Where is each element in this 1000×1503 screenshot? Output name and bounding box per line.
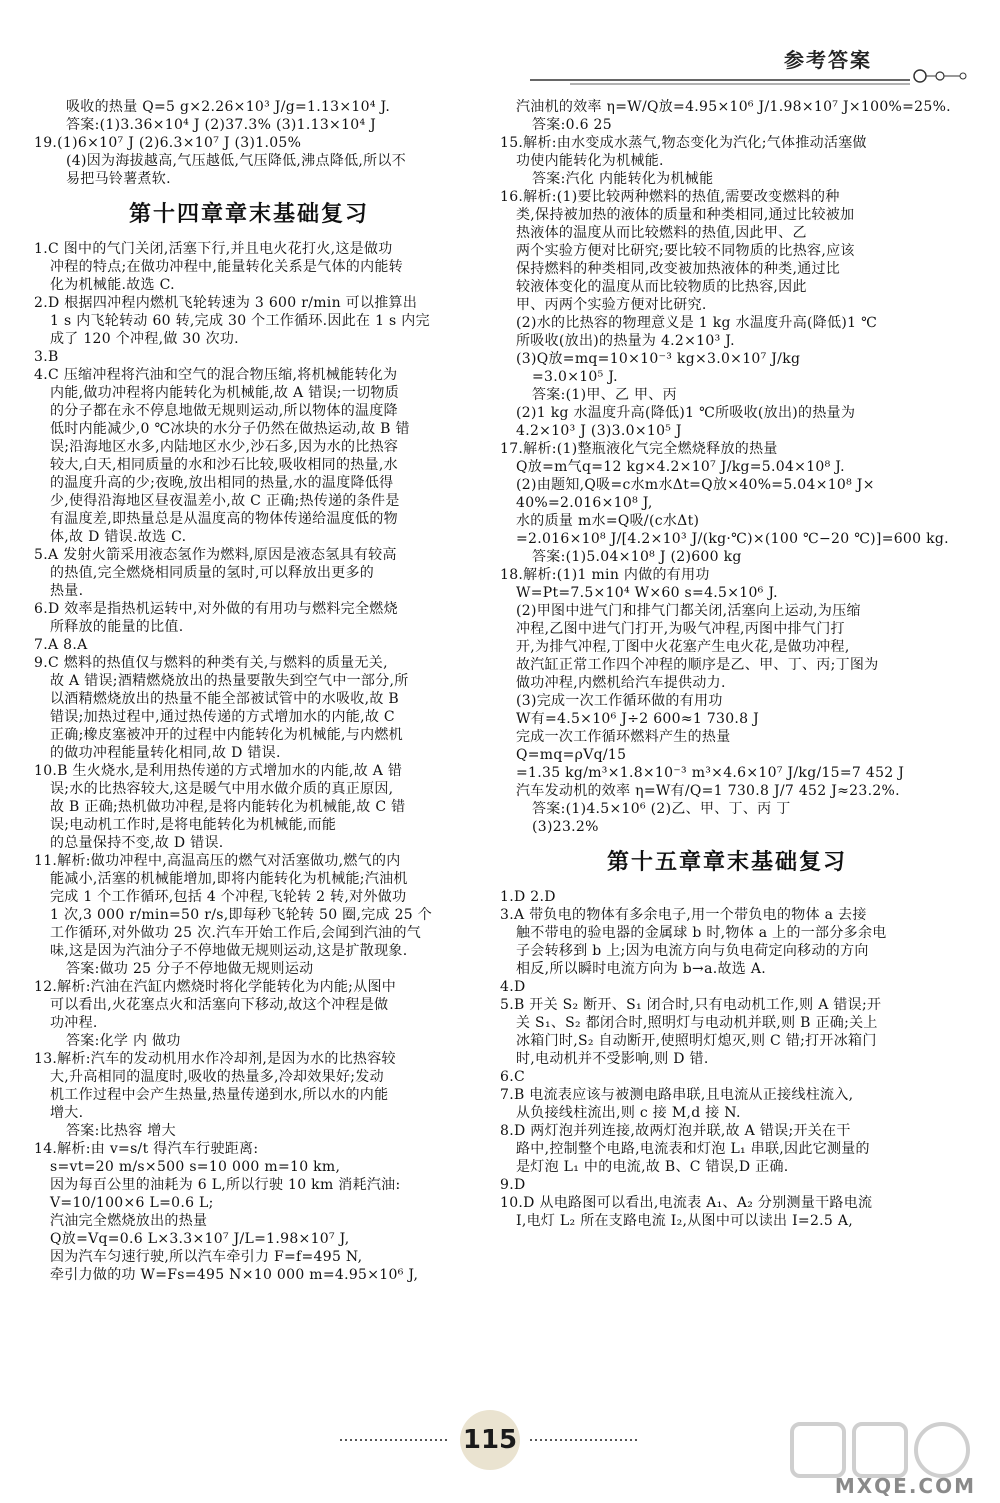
text-line: 6.D 效率是指热机运转中,对外做的有用功与燃料完全燃烧 (34, 601, 398, 617)
text-line: 体,故 D 错误.故选 C. (50, 529, 187, 545)
text-line: 较液体变化的温度从而比较物质的比热容,因此 (516, 279, 807, 295)
text-line: 错误;加热过程中,通过热传递的方式增加水的内能,故 C (50, 709, 395, 725)
text-line: 2.D 根据四冲程内燃机飞轮转速为 3 600 r/min 可以推算出 (34, 295, 418, 311)
text-line: (2)由题知,Q吸=c水m水Δt=Q放×40%=5.04×10⁸ J× (516, 477, 875, 493)
text-line: 误;沿海地区水多,内陆地区水少,沙石多,因为水的比热容 (50, 439, 399, 455)
text-line: 17.解析:(1)整瓶液化气完全燃烧释放的热量 (500, 441, 778, 457)
text-line: 答案:化学 内 做功 (66, 1033, 181, 1049)
text-line: 可以看出,火花塞点火和活塞向下移动,故这个冲程是做 (50, 997, 389, 1013)
text-line: 9.C 燃料的热值仅与燃料的种类有关,与燃料的质量无关, (34, 655, 388, 671)
text-line: 较大,白天,相同质量的水和沙石比较,吸收相同的热量,水 (50, 457, 398, 473)
text-line: (2)1 kg 水温度升高(降低)1 ℃所吸收(放出)的热量为 (516, 405, 856, 421)
text-line: 牵引力做的功 W=Fs=495 N×10 000 m=4.95×10⁶ J, (50, 1267, 419, 1283)
text-line: 能减小,活塞的机械能增加,即将内能转化为机械能;汽油机 (50, 871, 408, 887)
text-line: 故汽缸正常工作四个冲程的顺序是乙、甲、丁、丙;丁图为 (516, 657, 879, 673)
text-line: 少,使得沿海地区昼夜温差小,故 C 正确;热传递的条件是 (50, 493, 400, 509)
text-line: 16.解析:(1)要比较两种燃料的热值,需要改变燃料的种 (500, 189, 840, 205)
right-column (500, 98, 954, 1230)
text-line: 7.B 电流表应该与被测电路串联,且电流从正接线柱流入, (500, 1087, 854, 1103)
text-line: 汽油完全燃烧放出的热量 (50, 1213, 208, 1229)
text-line: 5.B 开关 S₂ 断开、S₁ 闭合时,只有电动机工作,则 A 错误;开 (500, 997, 882, 1013)
text-line: 开,为排气冲程,丁图中火花塞产生电火花,是做功冲程, (516, 639, 850, 655)
text-line: 时,电动机并不受影响,则 D 错. (516, 1051, 709, 1067)
text-line: 有温度差,即热量总是从温度高的物体传递给温度低的物 (50, 511, 398, 527)
text-line: 9.D (500, 1177, 526, 1193)
text-line: 冰箱门时,S₂ 自动断开,使照明灯熄灭,则 C 错;打开冰箱门 (516, 1033, 877, 1049)
text-line: V=10/100×6 L=0.6 L; (50, 1195, 214, 1211)
header-decorative-rule (530, 62, 970, 92)
text-line: 增大. (50, 1105, 84, 1121)
text-line: 低时内能减少,0 ℃冰块的水分子仍然在做热运动,故 B 错 (50, 421, 410, 437)
text-line: 功使内能转化为机械能. (516, 153, 664, 169)
text-line: (3)完成一次工作循环做的有用功 (516, 693, 723, 709)
text-line: 关 S₁、S₂ 都闭合时,照明灯与电动机并联,则 B 正确;关上 (516, 1015, 878, 1031)
text-line: (3)23.2% (532, 819, 599, 835)
text-line: 故 A 错误;酒精燃烧放出的热量要散失到空气中一部分,所 (50, 673, 409, 689)
text-line: 的温度升高的少;夜晚,放出相同的热量,水的温度降低得 (50, 475, 394, 491)
text-line: 的总量保持不变,故 D 错误. (50, 835, 224, 851)
text-line: 答案:汽化 内能转化为机械能 (532, 171, 714, 187)
text-line: 12.解析:汽油在汽缸内燃烧时将化学能转化为内能;从图中 (34, 979, 397, 995)
text-line: 因为每百公里的油耗为 6 L,所以行驶 10 km 消耗汽油: (50, 1177, 401, 1193)
text-line: 功冲程. (50, 1015, 98, 1031)
text-line: (3)Q放=mq=10×10⁻³ kg×3.0×10⁷ J/kg (516, 351, 801, 367)
text-line: 的热值,完全燃烧相同质量的氢时,可以释放出更多的 (50, 565, 375, 581)
text-line: 正确;橡皮塞被冲开的过程中内能转化为机械能,与内燃机 (50, 727, 403, 743)
text-line: 汽油机的效率 η=W/Q放=4.95×10⁶ J/1.98×10⁷ J×100%=25%. (516, 99, 951, 115)
text-line: 化为机械能.故选 C. (50, 277, 175, 293)
text-line: 内能,做功冲程将内能转化为机械能,故 A 错误;一切物质 (50, 385, 400, 401)
text-line: 味,这是因为汽油分子不停地做无规则运动,这是扩散现象. (50, 943, 408, 959)
text-line: 保持燃料的种类相同,改变被加热液体的种类,通过比 (516, 261, 841, 277)
text-line: 热量. (50, 583, 84, 599)
footer-dots-left (340, 1438, 450, 1442)
text-line: 是灯泡 L₁ 中的电流,故 B、C 错误,D 正确. (516, 1159, 789, 1175)
text-line: 1 s 内飞轮转动 60 转,完成 30 个工作循环.因此在 1 s 内完 (50, 313, 430, 329)
text-line: 完成一次工作循环燃料产生的热量 (516, 729, 731, 745)
text-line: 因为汽车匀速行驶,所以汽车牵引力 F=f=495 N, (50, 1249, 363, 1265)
text-line: Q放=Vq=0.6 L×3.3×10⁷ J/L=1.98×10⁷ J, (50, 1231, 350, 1247)
text-line: 水的质量 m水=Q吸/(c水Δt) (516, 513, 700, 529)
text-line: =2.016×10⁸ J/[4.2×10³ J/(kg·℃)×(100 ℃−20 ℃)]=600 kg. (516, 531, 949, 547)
text-line: 做功冲程,内燃机给汽车提供动力. (516, 675, 726, 691)
text-line: =1.35 kg/m³×1.8×10⁻³ m³×4.6×10⁷ J/kg/15=7 452 J (516, 765, 905, 781)
text-line: 甲、丙两个实验方便对比研究. (516, 297, 707, 313)
watermark-text: MXQE.COM (834, 1474, 976, 1498)
text-line: s=vt=20 m/s×500 s=10 000 m=10 km, (50, 1159, 341, 1175)
text-line: 相反,所以瞬时电流方向为 b→a.故选 A. (516, 961, 766, 977)
text-line: 工作循环,对外做功 25 次.汽车开始工作后,会闻到汽油的气 (50, 925, 422, 941)
chapter-title: 第十五章章末基础复习 (606, 850, 847, 875)
text-line: 1.D 2.D (500, 889, 556, 905)
header-title: 参考答案 (784, 48, 872, 72)
text-line: 5.A 发射火箭采用液态氢作为燃料,原因是液态氢具有较高 (34, 547, 397, 563)
text-line: 两个实验方便对比研究;要比较不同物质的比热容,应该 (516, 243, 855, 259)
text-line: 7.A 8.A (34, 637, 88, 653)
text-line: (2)甲图中进气门和排气门都关闭,活塞向上运动,为压缩 (516, 603, 861, 619)
text-line: 19.(1)6×10⁷ J (2)6.3×10⁷ J (3)1.05% (34, 135, 302, 151)
text-line: 冲程的特点;在做功冲程中,能量转化关系是气体的内能转 (50, 259, 403, 275)
text-line: W=Pt=7.5×10⁴ W×60 s=4.5×10⁶ J. (516, 585, 778, 601)
text-line: 成了 120 个冲程,做 30 次功. (50, 331, 239, 347)
text-line: 类,保持被加热的液体的质量和种类相同,通过比较被加 (516, 207, 855, 223)
text-line: Q放=m气q=12 kg×4.2×10⁷ J/kg=5.04×10⁸ J. (516, 459, 845, 475)
footer-dots-right (530, 1438, 640, 1442)
text-line: 以酒精燃烧放出的热量不能全部被试管中的水吸收,故 B (50, 691, 399, 707)
text-line: 热液体的温度从而比较燃料的热值,因此甲、乙 (516, 225, 807, 241)
text-line: 误;水的比热容较大,这是暖气中用水做介质的真正原因, (50, 781, 394, 797)
page-number: 115 (462, 1425, 518, 1455)
chapter-title: 第十四章章末基础复习 (128, 202, 369, 227)
text-line: 10.D 从电路图可以看出,电流表 A₁、A₂ 分别测量干路电流 (500, 1195, 873, 1211)
text-line: 答案:(1)3.36×10⁴ J (2)37.3% (3)1.13×10⁴ J (66, 117, 377, 133)
text-line: 触不带电的验电器的金属球 b 时,物体 a 上的一部分多余电 (516, 925, 887, 941)
text-line: 答案:0.6 25 (532, 117, 612, 133)
text-line: 40%=2.016×10⁸ J, (516, 495, 653, 511)
text-line: 汽车发动机的效率 η=W有/Q=1 730.8 J/7 452 J≈23.2%. (516, 783, 900, 799)
text-line: Q=mq=ρVq/15 (516, 747, 627, 763)
text-line: 易把马铃薯煮软. (66, 171, 171, 187)
text-line: 从负接线柱流出,则 c 接 M,d 接 N. (516, 1105, 741, 1121)
text-line: 误;电动机工作时,是将电能转化为机械能,而能 (50, 817, 337, 833)
text-line: 子会转移到 b 上;因为电流方向与负电荷定向移动的方向 (516, 943, 869, 959)
text-line: 故 B 正确;热机做功冲程,是将内能转化为机械能,故 C 错 (50, 799, 406, 815)
text-line: 所释放的能量的比值. (50, 619, 184, 635)
text-line: 4.2×10³ J (3)3.0×10⁵ J (516, 423, 682, 439)
text-line: =3.0×10⁵ J. (532, 369, 618, 385)
text-line: 机工作过程中会产生热量,热量传递到水,所以水的内能 (50, 1087, 389, 1103)
text-line: I,电灯 L₂ 所在支路电流 I₂,从图中可以读出 I=2.5 A, (516, 1213, 854, 1229)
text-line: 路中,控制整个电路,电流表和灯泡 L₁ 串联,因此它测量的 (516, 1141, 870, 1157)
page-number-badge (460, 1410, 520, 1470)
text-line: 完成 1 个工作循环,包括 4 个冲程,飞轮转 2 转,对外做功 (50, 889, 407, 905)
text-line: 14.解析:由 v=s/t 得汽车行驶距离: (34, 1141, 259, 1157)
text-line: 18.解析:(1)1 min 内做的有用功 (500, 567, 710, 583)
text-line: 吸收的热量 Q=5 g×2.26×10³ J/g=1.13×10⁴ J. (66, 99, 391, 115)
text-line: 答案:做功 25 分子不停地做无规则运动 (66, 961, 314, 977)
text-line: 冲程,乙图中进气门打开,为吸气冲程,丙图中排气门打 (516, 621, 845, 637)
text-line: 答案:比热容 增大 (66, 1123, 176, 1139)
text-line: 15.解析:由水变成水蒸气,物态变化为汽化;气体推动活塞做 (500, 135, 867, 151)
text-line: 3.B (34, 349, 59, 365)
text-line: W有=4.5×10⁶ J÷2 600≈1 730.8 J (516, 711, 760, 727)
text-line: 10.B 生火烧水,是利用热传递的方式增加水的内能,故 A 错 (34, 763, 403, 779)
text-line: 的分子都在永不停息地做无规则运动,所以物体的温度降 (50, 403, 398, 419)
text-line: 所吸收(放出)的热量为 4.2×10³ J. (516, 333, 735, 349)
text-line: 答案:(1)甲、乙 甲、丙 (532, 387, 677, 403)
text-line: 4.D (500, 979, 526, 995)
text-line: 6.C (500, 1069, 525, 1085)
left-column (34, 98, 464, 1284)
text-line: (4)因为海拔越高,气压越低,气压降低,沸点降低,所以不 (66, 153, 407, 169)
text-line: 1.C 图中的气门关闭,活塞下行,并且电火花打火,这是做功 (34, 241, 393, 257)
page-header (0, 0, 1000, 100)
text-line: 答案:(1)4.5×10⁶ (2)乙、甲、丁、丙 丁 (532, 801, 791, 817)
text-line: 4.C 压缩冲程将汽油和空气的混合物压缩,将机械能转化为 (34, 367, 398, 383)
text-line: 1 次,3 000 r/min=50 r/s,即每秒飞轮转 50 圈,完成 25 个 (50, 907, 433, 923)
text-line: (2)水的比热容的物理意义是 1 kg 水温度升高(降低)1 ℃ (516, 315, 878, 331)
text-line: 8.D 两灯泡并列连接,故两灯泡并联,故 A 错误;开关在干 (500, 1123, 851, 1139)
text-line: 13.解析:汽车的发动机用水作冷却剂,是因为水的比热容较 (34, 1051, 396, 1067)
text-line: 大,升高相同的温度时,吸收的热量多,冷却效果好;发动 (50, 1069, 384, 1085)
text-line: 答案:(1)5.04×10⁸ J (2)600 kg (532, 549, 742, 565)
text-line: 的做功冲程能量转化相同,故 D 错误. (50, 745, 281, 761)
text-line: 11.解析:做功冲程中,高温高压的燃气对活塞做功,燃气的内 (34, 853, 401, 869)
text-line: 3.A 带负电的物体有多余电子,用一个带负电的物体 a 去接 (500, 907, 867, 923)
